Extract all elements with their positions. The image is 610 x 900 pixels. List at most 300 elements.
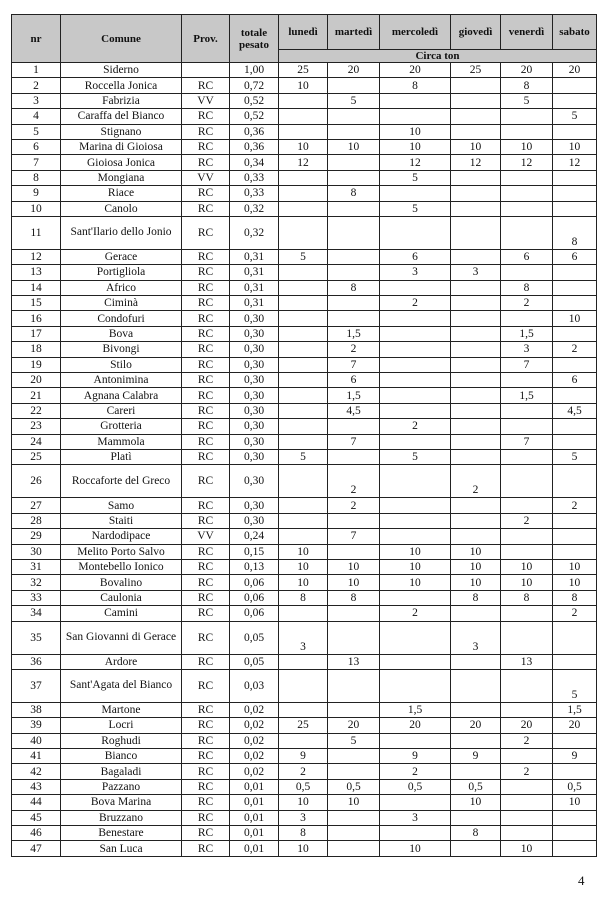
row-number-cell: 27 [12,498,61,513]
giovedi-tons-cell [451,498,501,513]
totale-pesato-cell: 0,30 [230,342,279,357]
comune-cell: Grotteria [61,419,182,434]
prov-cell: RC [182,201,230,216]
table-row [12,419,597,434]
martedi-tons-cell: 5 [328,733,380,748]
comune-cell: Caulonia [61,590,182,605]
prov-cell: RC [182,296,230,311]
lunedi-tons-cell [279,216,328,249]
martedi-tons-cell: 10 [328,575,380,590]
table-row [12,513,597,528]
martedi-tons-cell: 2 [328,498,380,513]
lunedi-tons-cell [279,186,328,201]
mercoledi-tons-cell [380,93,451,108]
totale-pesato-cell: 0,30 [230,311,279,326]
comune-cell: Caraffa del Bianco [61,109,182,124]
venerdi-tons-cell [501,702,553,717]
giovedi-tons-cell: 2 [451,465,501,498]
mercoledi-tons-cell: 9 [380,749,451,764]
martedi-tons-cell: 6 [328,373,380,388]
header-martedi: martedì [328,15,380,50]
giovedi-tons-cell [451,669,501,702]
lunedi-tons-cell: 10 [279,78,328,93]
lunedi-tons-cell [279,434,328,449]
mercoledi-tons-cell [380,498,451,513]
sabato-tons-cell: 9 [553,749,597,764]
comune-cell: Condofuri [61,311,182,326]
mercoledi-tons-cell: 12 [380,155,451,170]
table-row [12,201,597,216]
martedi-tons-cell: 2 [328,342,380,357]
giovedi-tons-cell [451,733,501,748]
sabato-tons-cell: 5 [553,449,597,464]
prov-cell: RC [182,139,230,154]
venerdi-tons-cell: 20 [501,718,553,733]
totale-pesato-cell: 0,31 [230,249,279,264]
giovedi-tons-cell: 20 [451,718,501,733]
prov-cell: RC [182,654,230,669]
prov-cell: RC [182,124,230,139]
comune-cell: Africo [61,280,182,295]
row-number-cell: 39 [12,718,61,733]
totale-pesato-cell: 0,01 [230,779,279,794]
table-row [12,93,597,108]
sabato-tons-cell: 0,5 [553,779,597,794]
row-number-cell: 2 [12,78,61,93]
table-row [12,465,597,498]
table-row [12,265,597,280]
lunedi-tons-cell [279,124,328,139]
venerdi-tons-cell: 20 [501,63,553,78]
mercoledi-tons-cell [380,373,451,388]
totale-pesato-cell: 0,30 [230,403,279,418]
lunedi-tons-cell: 5 [279,249,328,264]
table-row [12,78,597,93]
totale-pesato-cell: 0,30 [230,465,279,498]
giovedi-tons-cell [451,388,501,403]
mercoledi-tons-cell: 10 [380,139,451,154]
martedi-tons-cell: 8 [328,280,380,295]
lunedi-tons-cell: 10 [279,139,328,154]
comune-cell: Stilo [61,357,182,372]
mercoledi-tons-cell: 2 [380,419,451,434]
sabato-tons-cell: 6 [553,249,597,264]
prov-cell: RC [182,559,230,574]
prov-cell: RC [182,669,230,702]
header-comune: Comune [61,15,182,63]
table-row [12,498,597,513]
comune-cell: Portigliola [61,265,182,280]
row-number-cell: 23 [12,419,61,434]
totale-pesato-cell: 0,02 [230,749,279,764]
table-row [12,718,597,733]
table-row [12,170,597,185]
comune-cell: Pazzano [61,779,182,794]
lunedi-tons-cell [279,280,328,295]
sabato-tons-cell: 5 [553,109,597,124]
giovedi-tons-cell [451,606,501,621]
mercoledi-tons-cell [380,216,451,249]
sabato-tons-cell: 8 [553,590,597,605]
table-row [12,139,597,154]
prov-cell: RC [182,434,230,449]
venerdi-tons-cell [501,311,553,326]
comune-cell: Locri [61,718,182,733]
comune-cell: Roccaforte del Greco [61,465,182,498]
mercoledi-tons-cell: 6 [380,249,451,264]
totale-pesato-cell: 0,30 [230,498,279,513]
sabato-tons-cell [553,513,597,528]
totale-pesato-cell: 0,13 [230,559,279,574]
row-number-cell: 13 [12,265,61,280]
totale-pesato-cell: 0,33 [230,170,279,185]
prov-cell: RC [182,388,230,403]
martedi-tons-cell: 8 [328,590,380,605]
sabato-tons-cell: 5 [553,669,597,702]
row-number-cell: 36 [12,654,61,669]
lunedi-tons-cell [279,403,328,418]
martedi-tons-cell: 8 [328,186,380,201]
sabato-tons-cell [553,419,597,434]
header-row [12,15,597,50]
totale-pesato-cell: 0,01 [230,795,279,810]
sabato-tons-cell [553,733,597,748]
totale-pesato-cell: 0,02 [230,733,279,748]
martedi-tons-cell [328,513,380,528]
table-row [12,733,597,748]
martedi-tons-cell [328,544,380,559]
row-number-cell: 34 [12,606,61,621]
sabato-tons-cell: 12 [553,155,597,170]
sabato-tons-cell [553,265,597,280]
table-row [12,216,597,249]
lunedi-tons-cell [279,109,328,124]
totale-pesato-cell: 0,52 [230,93,279,108]
header-prov: Prov. [182,15,230,63]
collection-schedule-table [11,14,597,857]
sabato-tons-cell [553,124,597,139]
giovedi-tons-cell: 3 [451,621,501,654]
totale-pesato-cell: 0,31 [230,265,279,280]
prov-cell: RC [182,78,230,93]
comune-cell: Melito Porto Salvo [61,544,182,559]
mercoledi-tons-cell [380,280,451,295]
giovedi-tons-cell: 10 [451,575,501,590]
row-number-cell: 35 [12,621,61,654]
venerdi-tons-cell: 8 [501,78,553,93]
giovedi-tons-cell: 8 [451,590,501,605]
prov-cell: RC [182,733,230,748]
table-row [12,434,597,449]
giovedi-tons-cell [451,216,501,249]
sabato-tons-cell: 2 [553,498,597,513]
comune-cell: Ardore [61,654,182,669]
comune-cell: Montebello Ionico [61,559,182,574]
row-number-cell: 11 [12,216,61,249]
sabato-tons-cell [553,764,597,779]
giovedi-tons-cell [451,434,501,449]
venerdi-tons-cell: 10 [501,139,553,154]
sabato-tons-cell: 10 [553,575,597,590]
prov-cell: RC [182,465,230,498]
lunedi-tons-cell: 25 [279,718,328,733]
mercoledi-tons-cell [380,342,451,357]
totale-pesato-cell: 0,01 [230,826,279,841]
venerdi-tons-cell: 6 [501,249,553,264]
sabato-tons-cell [553,296,597,311]
giovedi-tons-cell: 10 [451,139,501,154]
table-row [12,795,597,810]
mercoledi-tons-cell [380,311,451,326]
table-row [12,155,597,170]
row-number-cell: 47 [12,841,61,856]
row-number-cell: 28 [12,513,61,528]
giovedi-tons-cell [451,326,501,341]
mercoledi-tons-cell [380,826,451,841]
header-totale-pesato: totale pesato [230,15,279,63]
mercoledi-tons-cell [380,465,451,498]
sabato-tons-cell [553,93,597,108]
prov-cell: RC [182,249,230,264]
comune-cell: Antonimina [61,373,182,388]
mercoledi-tons-cell [380,326,451,341]
table-row [12,606,597,621]
prov-cell: RC [182,702,230,717]
lunedi-tons-cell [279,311,328,326]
totale-pesato-cell: 0,05 [230,654,279,669]
comune-cell: Sant'Ilario dello Jonio [61,216,182,249]
martedi-tons-cell [328,124,380,139]
table-row [12,544,597,559]
row-number-cell: 17 [12,326,61,341]
prov-cell: RC [182,265,230,280]
table-row [12,63,597,78]
mercoledi-tons-cell: 20 [380,718,451,733]
lunedi-tons-cell [279,733,328,748]
mercoledi-tons-cell: 10 [380,124,451,139]
giovedi-tons-cell: 3 [451,265,501,280]
row-number-cell: 1 [12,63,61,78]
mercoledi-tons-cell: 8 [380,78,451,93]
venerdi-tons-cell [501,403,553,418]
subheader-circa-ton: Circa ton [279,50,597,63]
venerdi-tons-cell [501,779,553,794]
comune-cell: Samo [61,498,182,513]
row-number-cell: 9 [12,186,61,201]
prov-cell: VV [182,170,230,185]
sabato-tons-cell: 10 [553,311,597,326]
row-number-cell: 25 [12,449,61,464]
martedi-tons-cell: 10 [328,139,380,154]
martedi-tons-cell [328,669,380,702]
row-number-cell: 46 [12,826,61,841]
totale-pesato-cell: 0,32 [230,216,279,249]
mercoledi-tons-cell [380,795,451,810]
lunedi-tons-cell: 25 [279,63,328,78]
header-lunedi: lunedì [279,15,328,50]
venerdi-tons-cell [501,544,553,559]
row-number-cell: 22 [12,403,61,418]
giovedi-tons-cell [451,529,501,544]
table-row [12,449,597,464]
totale-pesato-cell: 0,30 [230,419,279,434]
mercoledi-tons-cell [380,109,451,124]
sabato-tons-cell [553,170,597,185]
table-row [12,575,597,590]
comune-cell: Nardodipace [61,529,182,544]
mercoledi-tons-cell: 10 [380,575,451,590]
sabato-tons-cell [553,826,597,841]
venerdi-tons-cell [501,606,553,621]
martedi-tons-cell [328,109,380,124]
table-row [12,826,597,841]
row-number-cell: 15 [12,296,61,311]
martedi-tons-cell: 10 [328,795,380,810]
prov-cell: RC [182,342,230,357]
martedi-tons-cell [328,296,380,311]
giovedi-tons-cell: 0,5 [451,779,501,794]
header-nr: nr [12,15,61,63]
venerdi-tons-cell: 2 [501,733,553,748]
martedi-tons-cell [328,419,380,434]
lunedi-tons-cell [279,342,328,357]
venerdi-tons-cell [501,810,553,825]
lunedi-tons-cell [279,201,328,216]
martedi-tons-cell [328,764,380,779]
lunedi-tons-cell [279,388,328,403]
giovedi-tons-cell [451,78,501,93]
giovedi-tons-cell [451,357,501,372]
prov-cell: RC [182,498,230,513]
martedi-tons-cell [328,449,380,464]
row-number-cell: 41 [12,749,61,764]
giovedi-tons-cell [451,280,501,295]
giovedi-tons-cell [451,124,501,139]
totale-pesato-cell: 0,02 [230,702,279,717]
venerdi-tons-cell: 2 [501,764,553,779]
comune-cell: Bagaladi [61,764,182,779]
totale-pesato-cell: 0,30 [230,388,279,403]
header-mercoledi: mercoledì [380,15,451,50]
venerdi-tons-cell: 1,5 [501,326,553,341]
comune-cell: Mammola [61,434,182,449]
totale-pesato-cell: 0,30 [230,513,279,528]
sabato-tons-cell [553,78,597,93]
sabato-tons-cell [553,357,597,372]
prov-cell: RC [182,311,230,326]
lunedi-tons-cell [279,419,328,434]
mercoledi-tons-cell: 5 [380,170,451,185]
row-number-cell: 43 [12,779,61,794]
lunedi-tons-cell: 5 [279,449,328,464]
sabato-tons-cell: 10 [553,795,597,810]
martedi-tons-cell [328,749,380,764]
sabato-tons-cell [553,434,597,449]
venerdi-tons-cell: 13 [501,654,553,669]
martedi-tons-cell [328,249,380,264]
venerdi-tons-cell: 1,5 [501,388,553,403]
prov-cell: RC [182,575,230,590]
table-row [12,654,597,669]
giovedi-tons-cell: 12 [451,155,501,170]
row-number-cell: 10 [12,201,61,216]
venerdi-tons-cell [501,373,553,388]
prov-cell: RC [182,419,230,434]
comune-cell: Platì [61,449,182,464]
row-number-cell: 38 [12,702,61,717]
lunedi-tons-cell: 8 [279,826,328,841]
totale-pesato-cell: 0,15 [230,544,279,559]
table-row [12,388,597,403]
totale-pesato-cell: 0,24 [230,529,279,544]
venerdi-tons-cell [501,216,553,249]
lunedi-tons-cell: 10 [279,795,328,810]
giovedi-tons-cell [451,373,501,388]
venerdi-tons-cell [501,265,553,280]
row-number-cell: 14 [12,280,61,295]
martedi-tons-cell [328,702,380,717]
table-row [12,186,597,201]
prov-cell: RC [182,449,230,464]
prov-cell: RC [182,280,230,295]
table-row [12,749,597,764]
venerdi-tons-cell: 8 [501,280,553,295]
row-number-cell: 44 [12,795,61,810]
row-number-cell: 31 [12,559,61,574]
totale-pesato-cell: 0,30 [230,449,279,464]
giovedi-tons-cell [451,186,501,201]
mercoledi-tons-cell [380,388,451,403]
giovedi-tons-cell [451,311,501,326]
table-row [12,764,597,779]
martedi-tons-cell [328,78,380,93]
comune-cell: Roghudi [61,733,182,748]
prov-cell: RC [182,544,230,559]
totale-pesato-cell: 0,30 [230,326,279,341]
table-row [12,296,597,311]
totale-pesato-cell: 0,36 [230,139,279,154]
martedi-tons-cell [328,841,380,856]
totale-pesato-cell: 0,36 [230,124,279,139]
martedi-tons-cell: 13 [328,654,380,669]
sabato-tons-cell: 20 [553,718,597,733]
totale-pesato-cell: 0,01 [230,841,279,856]
giovedi-tons-cell: 8 [451,826,501,841]
lunedi-tons-cell: 0,5 [279,779,328,794]
lunedi-tons-cell: 3 [279,810,328,825]
mercoledi-tons-cell [380,186,451,201]
giovedi-tons-cell [451,109,501,124]
lunedi-tons-cell [279,529,328,544]
row-number-cell: 3 [12,93,61,108]
row-number-cell: 19 [12,357,61,372]
venerdi-tons-cell: 10 [501,575,553,590]
totale-pesato-cell: 0,30 [230,434,279,449]
comune-cell: Bova Marina [61,795,182,810]
table-row [12,373,597,388]
venerdi-tons-cell [501,124,553,139]
sabato-tons-cell [553,654,597,669]
table-row [12,109,597,124]
lunedi-tons-cell: 8 [279,590,328,605]
totale-pesato-cell: 0,02 [230,764,279,779]
martedi-tons-cell: 7 [328,357,380,372]
giovedi-tons-cell: 10 [451,795,501,810]
comune-cell: Careri [61,403,182,418]
page-number: 4 [578,873,585,888]
venerdi-tons-cell [501,449,553,464]
comune-cell: Fabrizia [61,93,182,108]
